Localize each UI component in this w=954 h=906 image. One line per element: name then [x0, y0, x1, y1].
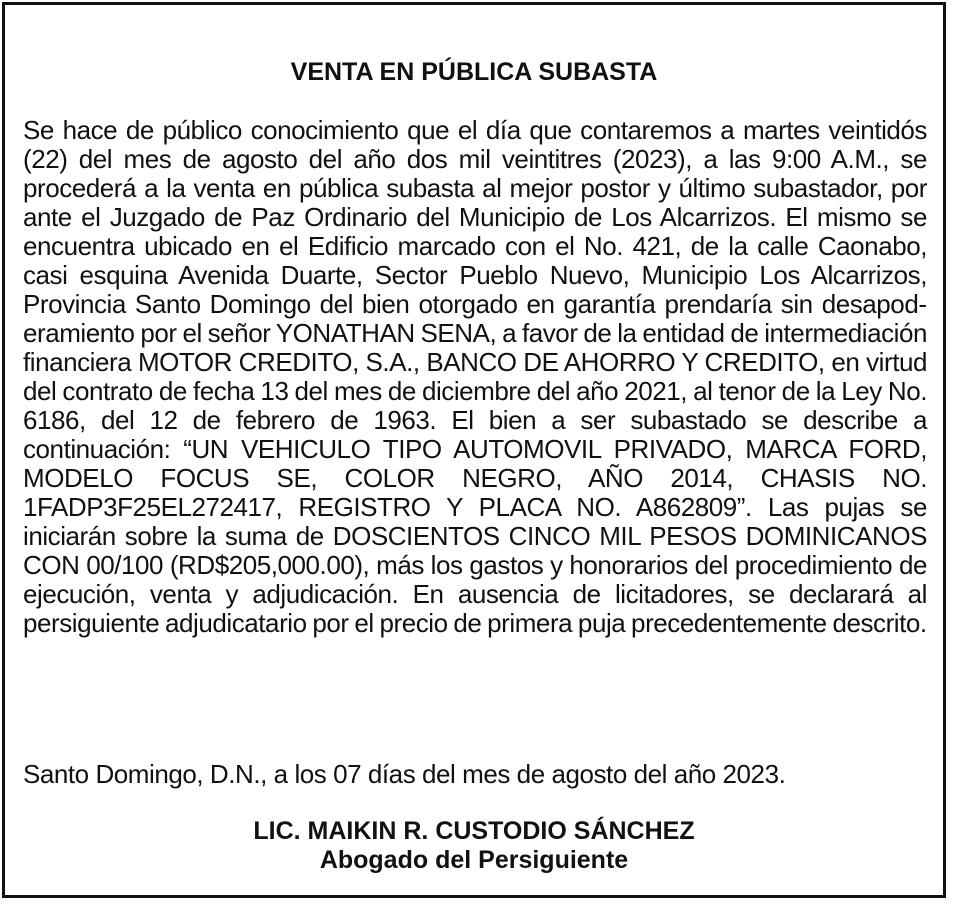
notice-date-line: Santo Domingo, D.N., a los 07 días del mes de agosto del año 2023. — [23, 759, 786, 789]
signatory-role: Abogado del Persiguiente — [319, 846, 629, 874]
notice-frame — [2, 2, 946, 898]
notice-body: Se hace de público conocimiento que el día que contaremos a martes veintidós (22) del mes de agosto del año dos mil veintitres (2023), a las 9:00 A.M., se procederá a la venta en pública subasta al mejor postor y último subastador, por ante el Juzgado de Paz Ordinario del Municipio de Los Alcarrizos. El mismo se encuentra ubicado en el Edificio marcado con el No. 421, de la calle Caonabo, casi esquina Avenida Duarte, Sector Pueblo Nuevo, Municipio Los Alcarrizos, Provincia Santo Domingo del bien otorgado en garantía prendaría sin desapoderamiento por el señor YONATHAN SENA, a favor de la entidad de intermediación financiera MOTOR CREDITO, S.A., BANCO DE AHORRO Y CREDITO, en virtud del contrato de fecha 13 del mes de diciembre del año 2021, al tenor de la Ley No. 6186, del 12 de febrero de 1963. El bien a ser subastado se describe a continuación: “UN VEHICULO TIPO AUTOMOVIL PRIVADO, MARCA FORD, MODELO FOCUS SE, COLOR NEGRO, AÑO 2014, CHASIS NO. 1FADP3F25EL272417, REGISTRO Y PLACA NO. A862809”. Las pujas se iniciarán sobre la suma de DOSCIENTOS CINCO MIL PESOS DOMINICANOS CON 00/100 (RD$205,000.00), más los gastos y honorarios del procedimiento de ejecución, venta y adjudicación. En ausencia de licitadores, se declarará al persiguiente adjudicatario por el precio de primera puja precedentemente descrito. — [23, 115, 927, 638]
signatory-name: LIC. MAIKIN R. CUSTODIO SÁNCHEZ — [253, 817, 695, 845]
notice-title: VENTA EN PÚBLICA SUBASTA — [290, 58, 658, 86]
signature-block — [5, 817, 943, 875]
